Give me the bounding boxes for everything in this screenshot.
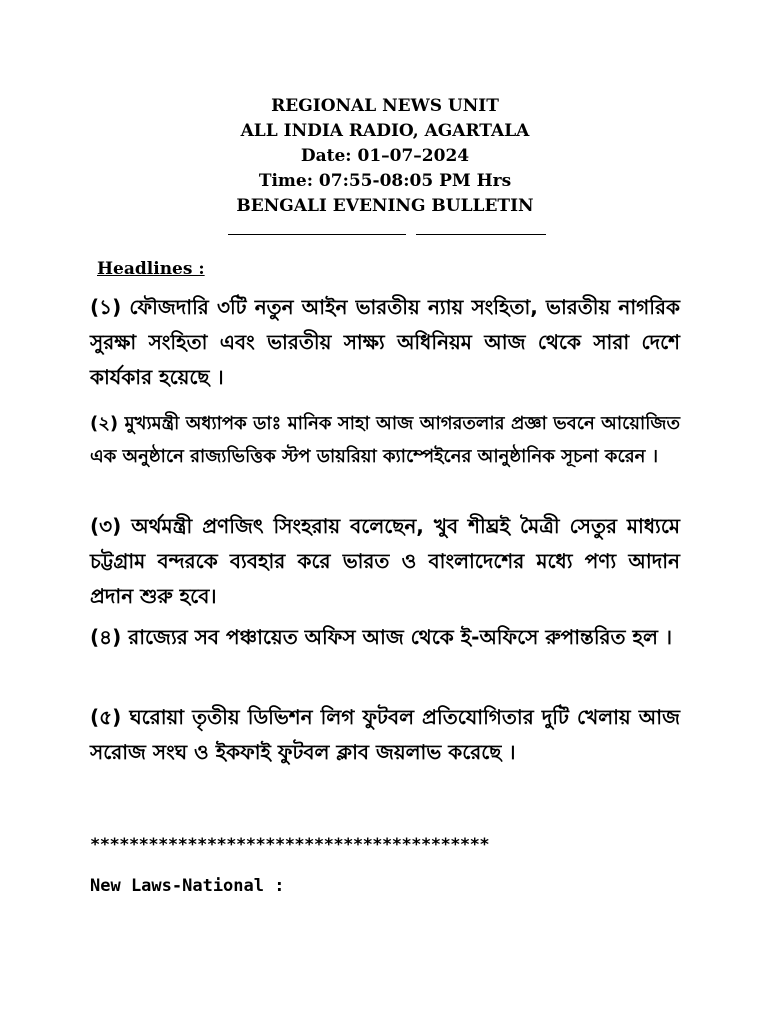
station-name: ALL INDIA RADIO, AGARTALA [240,121,530,141]
headline-item: (৫) ঘরোয়া তৃতীয় ডিভিশন লিগ ফুটবল প্রতিযোগিতার দুটি খেলায় আজ সরোজ সংঘ ও ইকফাই ফুটবল ক্লাব জয়লাভ করেছে । [90,705,680,764]
headline-item: (৪) রাজ্যের সব পঞ্চায়েত অফিস আজ থেকে ই-অফিসে রুপান্তরিত হল । [90,625,673,649]
header-divider [228,234,548,236]
bulletin-title: BENGALI EVENING BULLETIN [236,196,534,216]
bulletin-date: Date: 01–07–2024 [300,146,470,166]
divider-line-right [416,234,546,235]
bulletin-time: Time: 07:55-08:05 PM Hrs [258,171,512,191]
headline-item: (২) মুখ্যমন্ত্রী অধ্যাপক ডাঃ মানিক সাহা আজ আগরতলার প্রজ্ঞা ভবনে আয়োজিত এক অনুষ্ঠানে রাজ্যভিত্তিক স্টপ ডায়রিয়া ক্যাম্পেইনের আনুষ্ঠানিক সূচনা করেন । [90,413,680,467]
divider-line-left [228,234,406,235]
section-title: New Laws-National : [90,876,285,896]
bulletin-header [0,94,770,219]
headlines-label: Headlines : [97,259,205,279]
headline-item: (৩) অর্থমন্ত্রী প্রণজিৎ সিংহরায় বলেছেন, খুব শীঘ্রই মৈত্রী সেতুর মাধ্যমে চট্টগ্রাম বন্দরকে ব্যবহার করে ভারত ও বাংলাদেশের মধ্যে পণ্য আদান প্রদান শুরু হবে। [90,514,680,608]
unit-name: REGIONAL NEWS UNIT [271,96,499,116]
section-separator: ***************************************** [90,835,490,855]
headline-item: (১) ফৌজদারি ৩টি নতুন আইন ভারতীয় ন্যায় সংহিতা, ভারতীয় নাগরিক সুরক্ষা সংহিতা এবং ভারতীয় সাক্ষ্য অধিনিয়ম আজ থেকে সারা দেশে কার্যকার হয়েছে । [90,295,680,389]
